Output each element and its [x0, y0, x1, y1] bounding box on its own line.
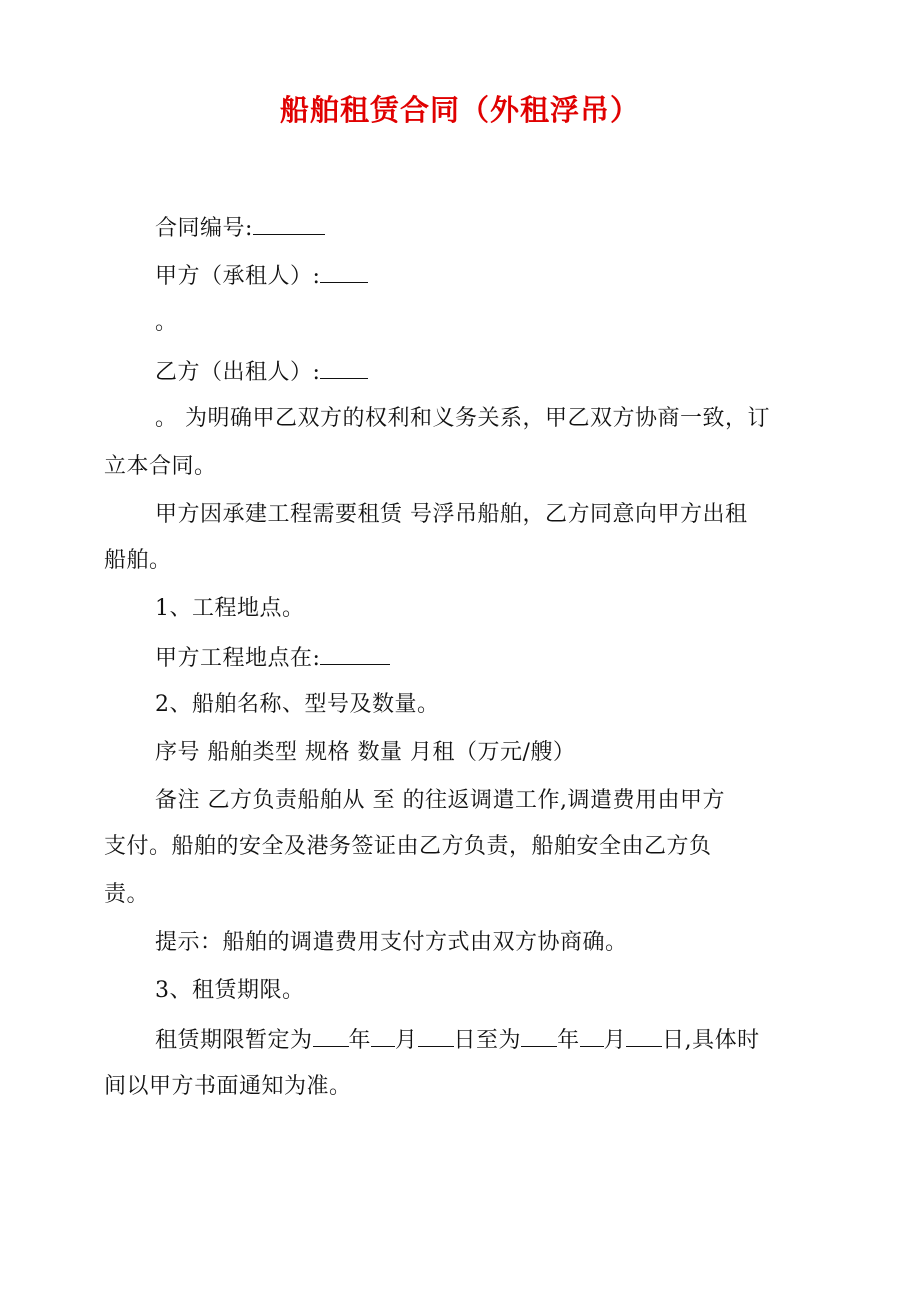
section-2-heading: 2、船舶名称、型号及数量。	[155, 692, 440, 717]
contract-number-blank	[253, 212, 325, 235]
period-mark: 。	[155, 310, 178, 335]
contract-number-label: 合同编号:	[155, 216, 253, 241]
end-month-blank	[580, 1024, 604, 1047]
party-a-blank	[320, 260, 368, 283]
intro-line-1: 。 为明确甲乙双方的权利和义务关系，甲乙双方协商一致，订	[155, 406, 770, 431]
note-line-3: 责。	[104, 882, 150, 907]
end-month-label: 月	[603, 1028, 627, 1053]
project-location-line	[155, 642, 390, 674]
end-day-label: 日,具体时	[662, 1028, 760, 1053]
end-year-label: 年	[557, 1028, 580, 1053]
document-title: 船舶租赁合同（外租浮吊）	[279, 93, 640, 127]
section-1-heading: 1、工程地点。	[155, 596, 305, 621]
end-year-blank	[521, 1024, 557, 1047]
party-a-label: 甲方（承租人）:	[155, 264, 321, 289]
section-3-heading: 3、租赁期限。	[155, 978, 305, 1003]
party-b-line	[155, 356, 368, 388]
project-location-label: 甲方工程地点在:	[155, 646, 321, 671]
party-a-line	[155, 260, 368, 292]
purpose-line-2: 船舶。	[104, 548, 172, 573]
start-month-blank	[371, 1024, 395, 1047]
vessel-table-header: 序号 船舶类型 规格 数量 月租（万元/艘）	[155, 740, 576, 765]
party-b-label: 乙方（出租人）:	[155, 360, 321, 385]
lease-period-line-2: 间以甲方书面通知为准。	[104, 1074, 352, 1099]
purpose-line-1: 甲方因承建工程需要租赁 号浮吊船舶，乙方同意向甲方出租	[155, 502, 748, 527]
project-location-blank	[320, 642, 390, 665]
contract-number-line	[155, 212, 325, 244]
lease-period-line-1	[155, 1024, 760, 1056]
party-b-blank	[320, 356, 368, 379]
note-line-1: 备注 乙方负责船舶从 至 的往返调遣工作,调遣费用由甲方	[155, 788, 725, 813]
intro-line-2: 立本合同。	[104, 454, 217, 479]
lease-start-label: 租赁期限暂定为	[155, 1028, 313, 1053]
end-day-blank	[626, 1024, 662, 1047]
tip-line: 提示：船舶的调遣费用支付方式由双方协商确。	[155, 930, 628, 955]
start-year-blank	[313, 1024, 349, 1047]
note-line-2: 支付。船舶的安全及港务签证由乙方负责，船舶安全由乙方负	[104, 834, 712, 859]
start-day-to-label: 日至为	[453, 1028, 522, 1053]
start-year-label: 年	[348, 1028, 372, 1053]
start-month-label: 月	[395, 1028, 418, 1053]
start-day-blank	[418, 1024, 454, 1047]
